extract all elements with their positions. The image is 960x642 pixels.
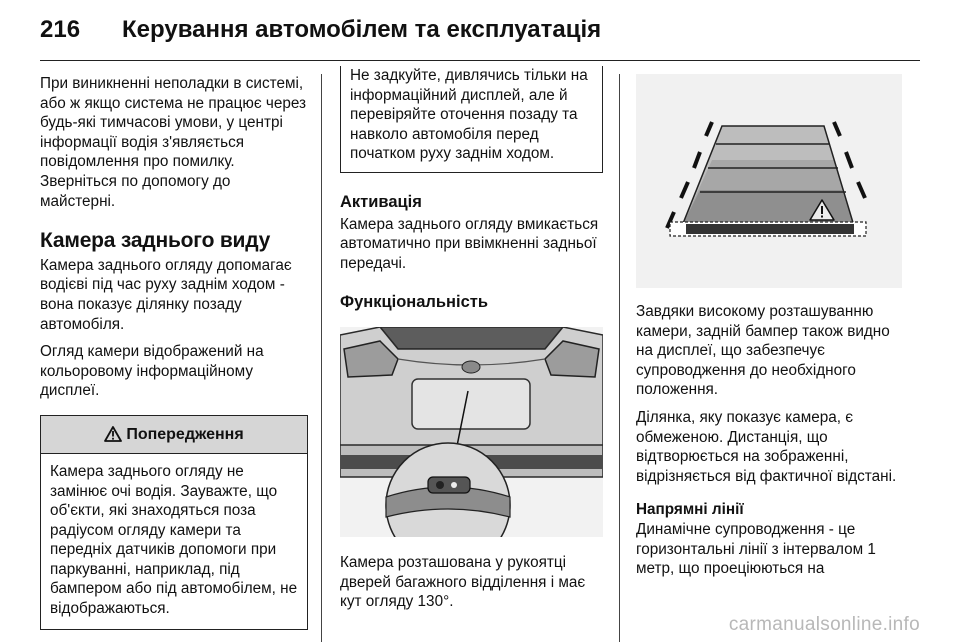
camera-display-illustration bbox=[636, 74, 902, 288]
column-divider-2 bbox=[619, 74, 620, 642]
warning-box bbox=[40, 415, 308, 630]
subsection-title-functionality: Функціональність bbox=[340, 293, 489, 312]
warning-body: Камера заднього огляду не замінює очі водія. Зауважте, що об'єкти, які знаходяться поза радіусом огляду камери та передніх датчиків допомоги при паркуванні, наприклад, під бампером або під автомобілем, не відображаються. bbox=[50, 462, 298, 618]
column-2 bbox=[340, 67, 603, 612]
paragraph-camera-purpose: Камера заднього огляду допомагає водієві під час руху заднім ходом - вона показує ділянку позаду автомобіля. bbox=[40, 256, 292, 333]
paragraph-limited-area: Ділянка, яку показує камера, є обмеженою. Дистанція, що відтворюється на зображенні, відрізняється від фактичної відстані. bbox=[636, 408, 897, 485]
camera-location-illustration bbox=[340, 327, 603, 537]
camera-image-caption: Камера розташована у рукоятці дверей багажного відділення і має кут огляду 130°. bbox=[340, 553, 586, 611]
section-title-rear-camera: Камера заднього виду bbox=[40, 229, 271, 253]
car-rear-drawing bbox=[340, 327, 603, 537]
guidelines-text: Динамічне супроводження - це горизонтальні лінії з інтервалом 1 метр, що проеціюються на bbox=[636, 520, 876, 578]
column-3 bbox=[636, 74, 904, 579]
display-guidelines-drawing bbox=[636, 74, 902, 288]
warning-title: Попередження bbox=[126, 425, 244, 443]
intro-paragraph: При виникненні неполадки в системі, або ж якщо система не працює через будь-які тимчасові умови, у центрі інформації водія з'являється повідомлення про помилку. Зверніться по допомогу до майстерні. bbox=[40, 75, 307, 210]
warning-triangle-icon bbox=[104, 426, 122, 442]
watermark: carmanualsonline.info bbox=[728, 614, 920, 635]
warning-box-continued bbox=[340, 66, 603, 173]
page-header bbox=[40, 16, 920, 48]
warning-header bbox=[41, 416, 307, 454]
subsection-title-guidelines: Напрямні лінії bbox=[636, 501, 744, 519]
column-1 bbox=[40, 74, 308, 630]
subsection-title-activation: Активація bbox=[340, 192, 422, 211]
column-divider-1 bbox=[321, 74, 322, 642]
warning-continued-text: Не задкуйте, дивлячись тільки на інформаційний дисплей, але й перевіряйте оточення позаду та навколо автомобіля перед початком руху заднім ходом. bbox=[350, 67, 588, 163]
page-title: Керування автомобілем та експлуатація bbox=[122, 16, 602, 43]
paragraph-camera-display: Огляд камери відображений на кольоровому інформаційному дисплеї. bbox=[40, 343, 264, 400]
activation-text: Камера заднього огляду вмикається автоматично при ввімкненні задньої передачі. bbox=[340, 215, 599, 272]
header-rule bbox=[40, 60, 920, 61]
page-number: 216 bbox=[40, 16, 81, 43]
paragraph-bumper-visible: Завдяки високому розташуванню камери, задній бампер також видно на дисплеї, що забезпечує супроводження до необхідного положення. bbox=[636, 303, 890, 399]
